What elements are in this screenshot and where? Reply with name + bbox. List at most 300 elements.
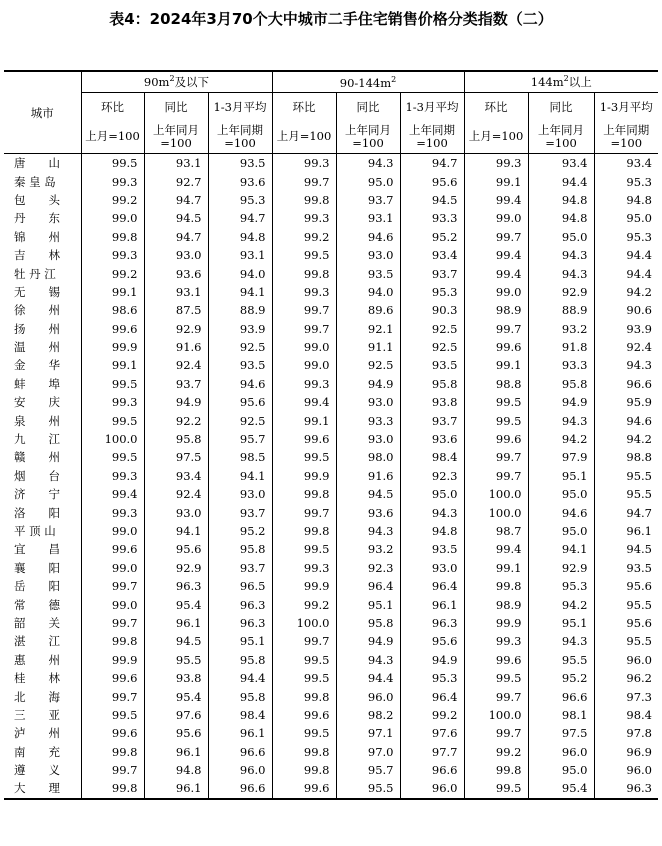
index-value: 94.6: [528, 503, 594, 521]
city-name: 泸 州: [14, 726, 60, 741]
index-value: 95.4: [144, 595, 208, 613]
index-value: 87.5: [144, 301, 208, 319]
index-value: 99.6: [81, 540, 144, 558]
index-value: 94.2: [528, 595, 594, 613]
index-value: 94.3: [336, 651, 400, 669]
city-name: 金 华: [14, 358, 60, 373]
index-value: 99.5: [464, 411, 528, 429]
index-value: 95.0: [528, 522, 594, 540]
index-value: 97.6: [144, 706, 208, 724]
index-value: 94.5: [336, 485, 400, 503]
index-value: 95.2: [208, 522, 272, 540]
index-value: 96.1: [144, 779, 208, 798]
index-value: 99.3: [81, 503, 144, 521]
index-value: 99.5: [81, 411, 144, 429]
index-value: 96.1: [144, 614, 208, 632]
col-yoy: 同比: [336, 93, 400, 121]
index-value: 99.6: [464, 651, 528, 669]
index-value: 99.6: [81, 669, 144, 687]
index-value: 96.1: [144, 743, 208, 761]
index-value: 96.6: [208, 743, 272, 761]
index-value: 96.3: [208, 595, 272, 613]
index-value: 99.3: [272, 209, 336, 227]
table-row: [4, 595, 658, 613]
index-value: 99.1: [81, 283, 144, 301]
index-value: 94.3: [594, 356, 658, 374]
index-value: 97.9: [528, 448, 594, 466]
index-value: 93.0: [144, 503, 208, 521]
index-value: 93.6: [336, 503, 400, 521]
index-value: 96.0: [400, 779, 464, 798]
index-value: 96.6: [208, 779, 272, 798]
index-value: 93.5: [400, 356, 464, 374]
index-value: 94.7: [144, 191, 208, 209]
index-value: 92.3: [400, 467, 464, 485]
index-value: 99.4: [272, 393, 336, 411]
index-value: 94.9: [400, 651, 464, 669]
table-row: [4, 172, 658, 190]
index-value: 93.6: [144, 264, 208, 282]
index-value: 95.5: [144, 651, 208, 669]
index-value: 94.9: [528, 393, 594, 411]
table-row: [4, 356, 658, 374]
index-value: 94.1: [208, 467, 272, 485]
table-row: [4, 743, 658, 761]
index-value: 94.8: [528, 191, 594, 209]
base-avg: 上年同期=100: [594, 120, 658, 154]
index-value: 99.8: [81, 632, 144, 650]
city-name: 大 理: [4, 779, 81, 798]
index-value: 94.3: [528, 264, 594, 282]
index-value: 93.3: [528, 356, 594, 374]
city-name: 三 亚: [14, 707, 60, 722]
index-value: 99.1: [81, 356, 144, 374]
index-value: 92.5: [336, 356, 400, 374]
index-value: 99.9: [464, 614, 528, 632]
index-value: 93.7: [336, 191, 400, 209]
index-value: 95.6: [594, 577, 658, 595]
city-name: 韶 关: [14, 615, 60, 630]
index-value: 99.5: [464, 779, 528, 798]
index-value: 99.0: [81, 559, 144, 577]
index-value: 99.7: [464, 467, 528, 485]
index-value: 92.9: [528, 283, 594, 301]
base-yoy: 上年同月=100: [336, 120, 400, 154]
index-value: 96.4: [400, 687, 464, 705]
index-value: 95.7: [208, 430, 272, 448]
index-value: 95.5: [594, 632, 658, 650]
index-value: 96.1: [208, 724, 272, 742]
index-value: 94.0: [336, 283, 400, 301]
index-value: 99.3: [272, 154, 336, 173]
index-value: 93.0: [400, 559, 464, 577]
index-value: 96.6: [528, 687, 594, 705]
group-header-large: $144m^2$以上: [464, 71, 658, 93]
index-value: 94.9: [336, 375, 400, 393]
index-value: 95.3: [400, 669, 464, 687]
col-mom: 环比: [272, 93, 336, 121]
index-value: 94.3: [336, 522, 400, 540]
index-value: 99.2: [81, 264, 144, 282]
index-value: 98.4: [400, 448, 464, 466]
index-value: 98.1: [528, 706, 594, 724]
index-value: 91.8: [528, 338, 594, 356]
index-value: 93.7: [400, 264, 464, 282]
table-row: [4, 632, 658, 650]
index-value: 99.0: [272, 356, 336, 374]
table-row: [4, 301, 658, 319]
index-value: 94.8: [594, 191, 658, 209]
index-value: 93.7: [208, 559, 272, 577]
city-name: 洛 阳: [14, 505, 60, 520]
table-row: [4, 154, 658, 173]
city-name: 扬 州: [14, 321, 60, 336]
city-name: 遵 义: [14, 763, 60, 778]
city-name: 北 海: [14, 689, 60, 704]
index-value: 95.6: [144, 540, 208, 558]
index-value: 88.9: [528, 301, 594, 319]
base-mom: 上月=100: [81, 120, 144, 154]
table-row: [4, 191, 658, 209]
index-value: 95.3: [594, 228, 658, 246]
index-value: 99.0: [464, 209, 528, 227]
city-name: 烟 台: [14, 468, 60, 483]
table-row: [4, 651, 658, 669]
index-value: 93.5: [208, 154, 272, 173]
index-value: 93.6: [400, 430, 464, 448]
index-value: 93.5: [336, 264, 400, 282]
index-value: 93.0: [208, 485, 272, 503]
index-value: 99.0: [81, 209, 144, 227]
base-yoy: 上年同月=100: [528, 120, 594, 154]
index-value: 99.6: [464, 338, 528, 356]
index-value: 94.5: [144, 632, 208, 650]
index-value: 99.5: [81, 448, 144, 466]
index-value: 94.4: [594, 246, 658, 264]
base-mom: 上月=100: [464, 120, 528, 154]
index-value: 93.7: [144, 375, 208, 393]
index-value: 95.3: [528, 577, 594, 595]
index-value: 99.3: [81, 246, 144, 264]
index-value: 94.5: [144, 209, 208, 227]
index-value: 93.1: [336, 209, 400, 227]
index-value: 100.0: [272, 614, 336, 632]
index-value: 99.8: [81, 743, 144, 761]
index-value: 95.1: [208, 632, 272, 650]
index-value: 99.7: [272, 632, 336, 650]
index-value: 99.5: [272, 246, 336, 264]
index-value: 99.7: [81, 687, 144, 705]
index-value: 96.9: [594, 743, 658, 761]
index-value: 99.3: [81, 393, 144, 411]
index-value: 92.7: [144, 172, 208, 190]
table-row: [4, 779, 658, 798]
index-value: 99.5: [81, 154, 144, 173]
index-value: 94.7: [400, 154, 464, 173]
index-value: 89.6: [336, 301, 400, 319]
base-avg: 上年同期=100: [208, 120, 272, 154]
index-value: 93.7: [208, 503, 272, 521]
index-value: 93.1: [144, 154, 208, 173]
city-name: 吉 林: [14, 248, 60, 263]
index-value: 94.2: [528, 430, 594, 448]
index-value: 90.3: [400, 301, 464, 319]
city-name: 丹 东: [14, 211, 60, 226]
index-value: 99.8: [272, 264, 336, 282]
index-value: 95.0: [528, 485, 594, 503]
index-value: 95.6: [594, 614, 658, 632]
index-value: 93.1: [144, 283, 208, 301]
base-mom: 上月=100: [272, 120, 336, 154]
group-header-medium: $90-144m^2$: [272, 71, 464, 93]
index-value: 92.2: [144, 411, 208, 429]
city-name: 牡 丹 江: [14, 266, 56, 281]
table-row: [4, 503, 658, 521]
index-value: 93.4: [528, 154, 594, 173]
index-value: 95.6: [208, 393, 272, 411]
index-value: 96.0: [208, 761, 272, 779]
table-row: [4, 264, 658, 282]
index-value: 95.0: [528, 228, 594, 246]
table-row: [4, 485, 658, 503]
index-value: 94.5: [400, 191, 464, 209]
index-value: 93.6: [208, 172, 272, 190]
index-value: 94.6: [594, 411, 658, 429]
index-value: 99.6: [272, 706, 336, 724]
index-value: 96.5: [208, 577, 272, 595]
index-value: 90.6: [594, 301, 658, 319]
table-row: [4, 559, 658, 577]
index-value: 99.7: [81, 577, 144, 595]
city-column-header: 城市: [4, 71, 81, 154]
index-value: 98.6: [81, 301, 144, 319]
index-value: 94.8: [528, 209, 594, 227]
index-value: 98.9: [464, 301, 528, 319]
table-row: [4, 522, 658, 540]
table-row: [4, 246, 658, 264]
index-value: 95.8: [208, 651, 272, 669]
index-value: 95.6: [400, 172, 464, 190]
index-value: 97.8: [594, 724, 658, 742]
index-value: 92.4: [594, 338, 658, 356]
index-value: 96.4: [336, 577, 400, 595]
index-value: 92.1: [336, 320, 400, 338]
index-value: 93.2: [336, 540, 400, 558]
index-value: 95.5: [594, 467, 658, 485]
col-mom: 环比: [464, 93, 528, 121]
index-value: 99.4: [464, 540, 528, 558]
index-value: 93.9: [594, 320, 658, 338]
index-value: 99.3: [464, 154, 528, 173]
index-value: 93.0: [144, 246, 208, 264]
base-yoy: 上年同月=100: [144, 120, 208, 154]
index-value: 94.8: [144, 761, 208, 779]
table-row: [4, 577, 658, 595]
city-name: 赣 州: [14, 450, 60, 465]
table-row: [4, 338, 658, 356]
index-value: 99.2: [81, 191, 144, 209]
index-value: 93.0: [336, 393, 400, 411]
index-value: 94.1: [208, 283, 272, 301]
index-value: 99.5: [464, 669, 528, 687]
index-value: 95.8: [336, 614, 400, 632]
index-value: 99.0: [464, 283, 528, 301]
index-value: 99.8: [272, 522, 336, 540]
index-value: 92.9: [144, 320, 208, 338]
index-value: 97.3: [594, 687, 658, 705]
index-value: 99.1: [464, 356, 528, 374]
index-value: 92.9: [144, 559, 208, 577]
index-value: 93.4: [400, 246, 464, 264]
city-name: 桂 林: [14, 671, 60, 686]
index-value: 99.4: [464, 246, 528, 264]
index-value: 93.8: [400, 393, 464, 411]
index-value: 94.9: [336, 632, 400, 650]
index-value: 98.8: [464, 375, 528, 393]
table-row: [4, 320, 658, 338]
index-value: 97.5: [528, 724, 594, 742]
index-value: 95.4: [528, 779, 594, 798]
index-value: 96.3: [400, 614, 464, 632]
index-value: 94.9: [144, 393, 208, 411]
city-name: 宜 昌: [14, 542, 60, 557]
col-mom: 环比: [81, 93, 144, 121]
index-value: 95.0: [594, 209, 658, 227]
index-value: 95.5: [336, 779, 400, 798]
index-value: 94.4: [594, 264, 658, 282]
index-value: 96.6: [400, 761, 464, 779]
index-value: 97.7: [400, 743, 464, 761]
index-value: 93.7: [400, 411, 464, 429]
table-row: [4, 614, 658, 632]
index-value: 96.3: [208, 614, 272, 632]
index-value: 99.7: [272, 301, 336, 319]
index-value: 99.1: [464, 559, 528, 577]
index-value: 94.7: [208, 209, 272, 227]
page-title: 表4：2024年3月70个大中城市二手住宅销售价格分类指数（二）: [109, 10, 553, 28]
index-value: 94.2: [594, 283, 658, 301]
index-value: 93.4: [594, 154, 658, 173]
index-value: 98.2: [336, 706, 400, 724]
index-value: 94.1: [528, 540, 594, 558]
index-value: 94.8: [208, 228, 272, 246]
index-value: 99.8: [272, 191, 336, 209]
index-value: 91.6: [144, 338, 208, 356]
city-name: 岳 阳: [14, 579, 60, 594]
index-value: 99.7: [81, 761, 144, 779]
city-name: 包 头: [14, 192, 60, 207]
index-value: 94.3: [336, 154, 400, 173]
index-value: 94.7: [144, 228, 208, 246]
index-value: 96.0: [594, 761, 658, 779]
index-value: 93.3: [336, 411, 400, 429]
index-value: 94.6: [336, 228, 400, 246]
index-value: 94.3: [400, 503, 464, 521]
index-value: 93.3: [400, 209, 464, 227]
index-value: 99.5: [272, 724, 336, 742]
index-value: 95.0: [528, 761, 594, 779]
index-value: 99.7: [272, 503, 336, 521]
city-name: 唐 山: [14, 156, 60, 171]
index-value: 99.7: [464, 687, 528, 705]
index-value: 99.7: [464, 320, 528, 338]
index-value: 99.7: [464, 724, 528, 742]
index-value: 95.3: [400, 283, 464, 301]
city-name: 蚌 埠: [14, 376, 60, 391]
index-value: 99.4: [81, 485, 144, 503]
index-value: 94.7: [594, 503, 658, 521]
index-value: 94.6: [208, 375, 272, 393]
index-value: 94.3: [528, 411, 594, 429]
index-value: 94.5: [594, 540, 658, 558]
table-row: [4, 687, 658, 705]
index-value: 94.4: [208, 669, 272, 687]
index-value: 99.2: [272, 595, 336, 613]
table-row: [4, 706, 658, 724]
city-name: 平 顶 山: [14, 524, 56, 538]
index-value: 93.2: [528, 320, 594, 338]
index-value: 95.1: [528, 467, 594, 485]
table-body: [4, 154, 658, 799]
index-value: 97.0: [336, 743, 400, 761]
index-value: 95.6: [144, 724, 208, 742]
index-value: 99.9: [272, 577, 336, 595]
index-value: 98.8: [594, 448, 658, 466]
col-avg: 1-3月平均: [400, 93, 464, 121]
index-value: 99.9: [81, 651, 144, 669]
index-value: 92.5: [208, 338, 272, 356]
index-value: 99.5: [81, 375, 144, 393]
index-value: 96.1: [400, 595, 464, 613]
index-value: 93.8: [144, 669, 208, 687]
index-value: 95.4: [144, 687, 208, 705]
index-value: 95.6: [400, 632, 464, 650]
city-name: 惠 州: [14, 652, 60, 667]
index-value: 100.0: [464, 503, 528, 521]
index-value: 93.1: [208, 246, 272, 264]
index-value: 95.3: [208, 191, 272, 209]
index-value: 99.2: [464, 743, 528, 761]
index-value: 95.5: [528, 651, 594, 669]
index-value: 93.4: [144, 467, 208, 485]
table-row: [4, 448, 658, 466]
index-value: 96.6: [594, 375, 658, 393]
index-value: 99.6: [272, 430, 336, 448]
table-row: [4, 724, 658, 742]
index-value: 93.5: [594, 559, 658, 577]
index-value: 95.8: [208, 540, 272, 558]
index-value: 98.4: [208, 706, 272, 724]
table-row: [4, 761, 658, 779]
index-value: 92.9: [528, 559, 594, 577]
index-value: 91.6: [336, 467, 400, 485]
index-value: 95.3: [594, 172, 658, 190]
index-value: 94.1: [144, 522, 208, 540]
index-value: 99.3: [81, 467, 144, 485]
index-value: 99.0: [81, 595, 144, 613]
index-value: 95.1: [528, 614, 594, 632]
index-value: 96.0: [594, 651, 658, 669]
index-value: 99.1: [272, 411, 336, 429]
index-value: 99.3: [272, 559, 336, 577]
index-value: 99.5: [81, 706, 144, 724]
city-name: 温 州: [14, 340, 60, 355]
index-value: 93.5: [208, 356, 272, 374]
table-row: [4, 375, 658, 393]
index-value: 96.2: [594, 669, 658, 687]
index-value: 99.8: [272, 761, 336, 779]
index-value: 93.5: [400, 540, 464, 558]
